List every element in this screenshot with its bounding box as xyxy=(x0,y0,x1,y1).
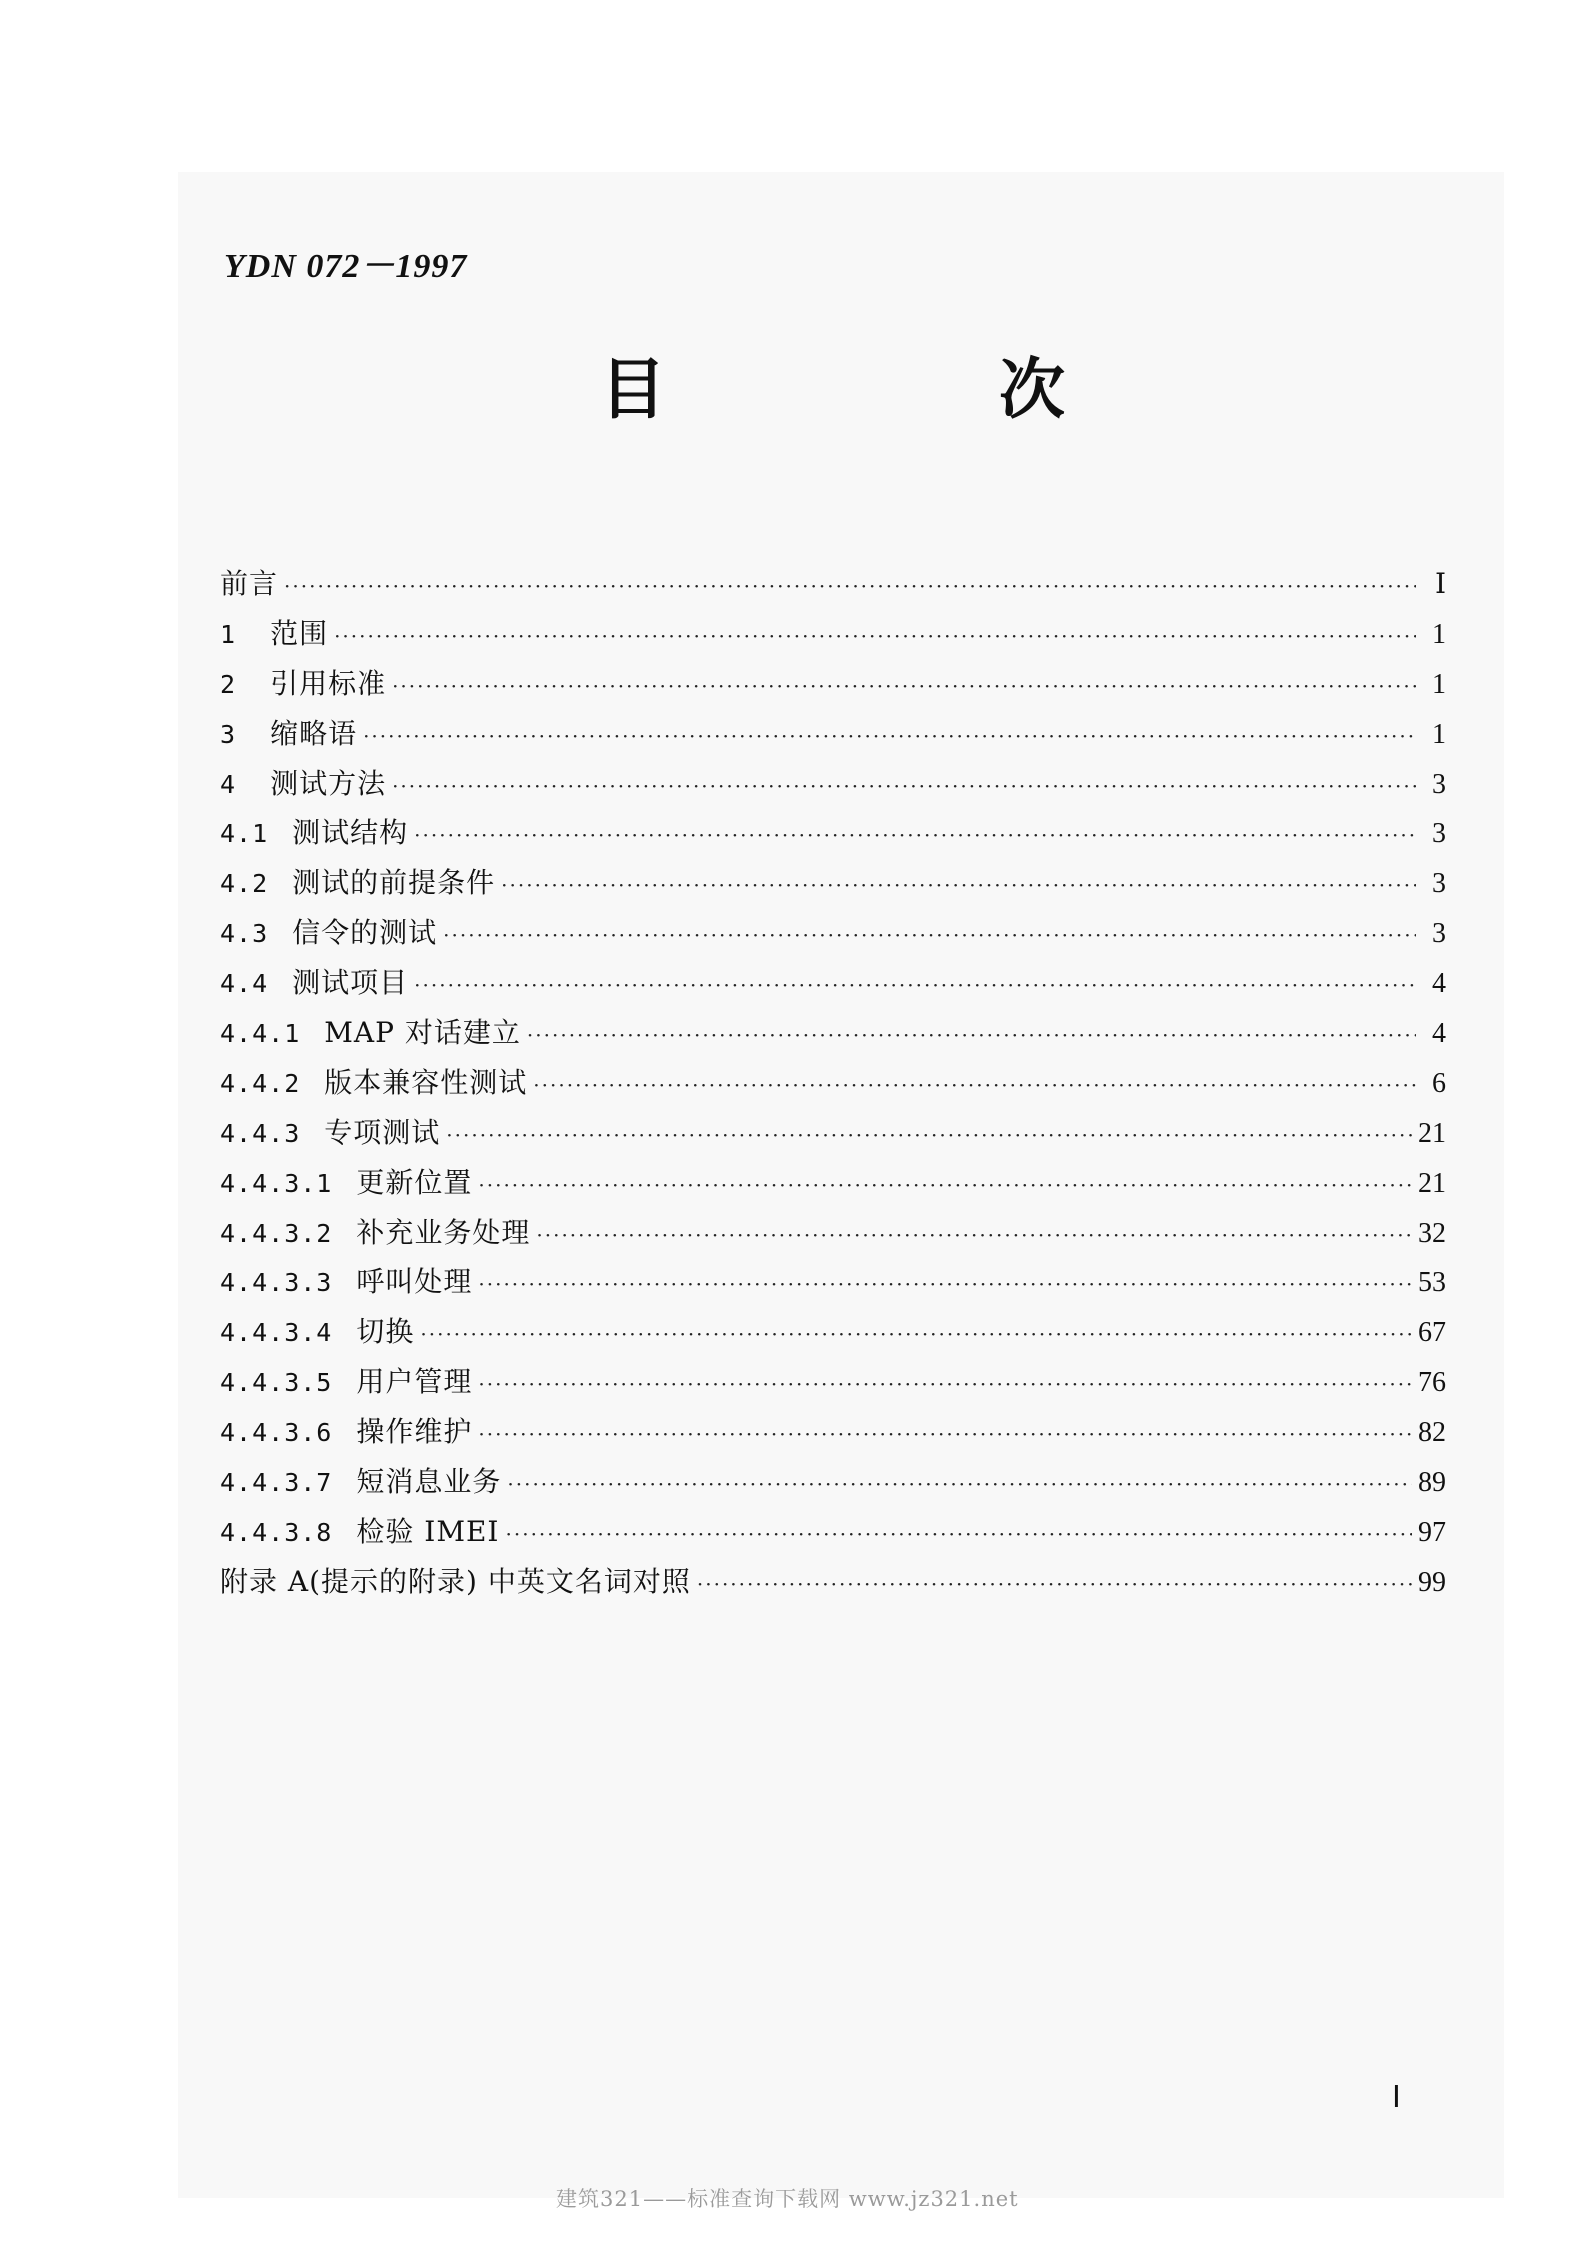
toc-entry[interactable] xyxy=(220,762,1446,812)
toc-entry-page: 21 xyxy=(1418,1167,1446,1199)
toc-entry-page: 97 xyxy=(1418,1516,1446,1548)
toc-entry-title: 测试的前提条件 xyxy=(292,866,496,900)
toc-entry-number: 4.4.3.2 xyxy=(220,1218,333,1248)
toc-entry-title: 信令的测试 xyxy=(292,916,438,950)
toc-entry-number: 4.4.3.5 xyxy=(220,1368,333,1398)
toc-entry[interactable] xyxy=(220,811,1446,861)
toc-entry-page: 1 xyxy=(1432,718,1446,750)
toc-entry-page: 1 xyxy=(1432,618,1446,650)
toc-entry-number: 4.2 xyxy=(220,869,269,899)
toc-entry-number: 4 xyxy=(220,769,237,799)
toc-entry[interactable] xyxy=(220,1011,1446,1061)
watermark-text: 建筑321——标准查询下载网 www.jz321.net xyxy=(556,2187,1019,2211)
toc-entry-title: 短消息业务 xyxy=(356,1465,502,1499)
toc-dot-leader xyxy=(420,1322,1412,1346)
toc-entry[interactable] xyxy=(220,861,1446,911)
toc-dot-leader xyxy=(536,1223,1412,1247)
standard-code: YDN 072－1997 xyxy=(224,248,468,285)
toc-dot-leader xyxy=(414,823,1416,847)
toc-entry-page: 3 xyxy=(1432,818,1446,850)
toc-entry-page: 89 xyxy=(1418,1467,1446,1499)
toc-entry-number: 4.4.3 xyxy=(220,1118,301,1148)
toc-entry-page: 53 xyxy=(1418,1267,1446,1299)
toc-entry[interactable] xyxy=(220,911,1446,961)
toc-entry-title: 测试项目 xyxy=(292,966,409,1000)
toc-entry-number: 4.4 xyxy=(220,969,269,999)
toc-entry-number: 4.4.3.3 xyxy=(220,1268,333,1298)
toc-entry-page: 4 xyxy=(1432,968,1446,1000)
toc-entry-page: 3 xyxy=(1432,918,1446,950)
toc-entry-number: 2 xyxy=(220,669,237,699)
toc-dot-leader xyxy=(443,923,1416,947)
toc-dot-leader xyxy=(363,724,1416,748)
toc-entry-number: 4.4.3.8 xyxy=(220,1517,333,1547)
toc-entry[interactable] xyxy=(220,1410,1446,1460)
toc-entry-page: 21 xyxy=(1418,1117,1446,1149)
toc-entry[interactable] xyxy=(220,1111,1446,1161)
toc-entry[interactable] xyxy=(220,1260,1446,1310)
toc-entry-title: MAP 对话建立 xyxy=(324,1016,521,1050)
toc-entry[interactable] xyxy=(220,1310,1446,1360)
toc-entry-page: 32 xyxy=(1418,1217,1446,1249)
toc-dot-leader xyxy=(506,1522,1413,1546)
toc-dot-leader xyxy=(446,1123,1412,1147)
toc-entry-title: 呼叫处理 xyxy=(356,1265,473,1299)
toc-entry-number: 4.4.1 xyxy=(220,1019,301,1049)
toc-entry-number: 1 xyxy=(220,619,237,649)
toc-entry-page: 4 xyxy=(1432,1018,1446,1050)
toc-entry-page: 3 xyxy=(1432,768,1446,800)
toc-entry-number: 4.4.3.4 xyxy=(220,1318,333,1348)
toc-entry[interactable] xyxy=(220,961,1446,1011)
toc-entry-title: 附录 A(提示的附录) 中英文名词对照 xyxy=(220,1564,691,1598)
toc-entry-page: 82 xyxy=(1418,1417,1446,1449)
toc-dot-leader xyxy=(478,1173,1412,1197)
toc-dot-leader xyxy=(414,973,1416,997)
toc-entry[interactable] xyxy=(220,1061,1446,1111)
toc-entry-number: 4.3 xyxy=(220,919,269,949)
toc-entry-number: 4.4.3.1 xyxy=(220,1168,333,1198)
toc-entry-title: 测试方法 xyxy=(270,766,387,800)
toc-entry-page: 3 xyxy=(1432,868,1446,900)
toc-entry-title: 版本兼容性测试 xyxy=(324,1065,528,1099)
toc-dot-leader xyxy=(478,1272,1412,1296)
toc-entry-title: 范围 xyxy=(270,616,329,650)
toc-entry-title: 更新位置 xyxy=(356,1165,473,1199)
toc-entry-title: 补充业务处理 xyxy=(356,1215,531,1249)
page-title: 目 次 xyxy=(600,351,1165,428)
toc-entry-title: 测试结构 xyxy=(292,816,409,850)
toc-entry[interactable] xyxy=(220,1360,1446,1410)
toc-entry-page: 76 xyxy=(1418,1367,1446,1399)
toc-entry-page: 6 xyxy=(1432,1067,1446,1099)
toc-dot-leader xyxy=(527,1023,1416,1047)
toc-entry-number: 3 xyxy=(220,719,237,749)
toc-entry-page: 67 xyxy=(1418,1317,1446,1349)
toc-dot-leader xyxy=(392,774,1416,798)
toc-entry-title: 用户管理 xyxy=(356,1365,473,1399)
toc-dot-leader xyxy=(478,1372,1412,1396)
toc-entry[interactable] xyxy=(220,612,1446,662)
toc-entry-title: 操作维护 xyxy=(356,1415,473,1449)
toc-dot-leader xyxy=(697,1572,1412,1596)
toc-entry-page: Ⅰ xyxy=(1434,569,1446,600)
toc-entry[interactable] xyxy=(220,562,1446,612)
toc-dot-leader xyxy=(392,674,1416,698)
toc-entry-number: 4.4.2 xyxy=(220,1068,301,1098)
toc-entry[interactable] xyxy=(220,1211,1446,1261)
toc-entry-title: 专项测试 xyxy=(324,1115,441,1149)
page-number: Ⅰ xyxy=(1392,2081,1401,2114)
toc-dot-leader xyxy=(334,624,1416,648)
toc-entry-title: 引用标准 xyxy=(270,666,387,700)
toc-entry[interactable] xyxy=(220,1460,1446,1510)
toc-entry-number: 4.4.3.7 xyxy=(220,1468,333,1498)
toc-entry[interactable] xyxy=(220,1560,1446,1610)
toc-entry-title: 检验 IMEI xyxy=(356,1514,500,1548)
toc-entry[interactable] xyxy=(220,1510,1446,1560)
toc-dot-leader xyxy=(284,574,1416,598)
toc-entry-title: 前言 xyxy=(220,567,279,600)
toc-entry-title: 切换 xyxy=(356,1315,415,1349)
toc-dot-leader xyxy=(507,1472,1412,1496)
toc-entry[interactable] xyxy=(220,662,1446,712)
toc-entry-title: 缩略语 xyxy=(270,716,358,750)
toc-dot-leader xyxy=(478,1422,1412,1446)
toc-entry-page: 99 xyxy=(1418,1566,1446,1598)
toc-dot-leader xyxy=(533,1073,1416,1097)
toc-dot-leader xyxy=(501,873,1416,897)
toc-entry[interactable] xyxy=(220,712,1446,762)
table-of-contents xyxy=(220,562,1446,1610)
toc-entry-page: 1 xyxy=(1432,668,1446,700)
toc-entry-number: 4.1 xyxy=(220,819,269,849)
toc-entry[interactable] xyxy=(220,1161,1446,1211)
toc-entry-number: 4.4.3.6 xyxy=(220,1418,333,1448)
